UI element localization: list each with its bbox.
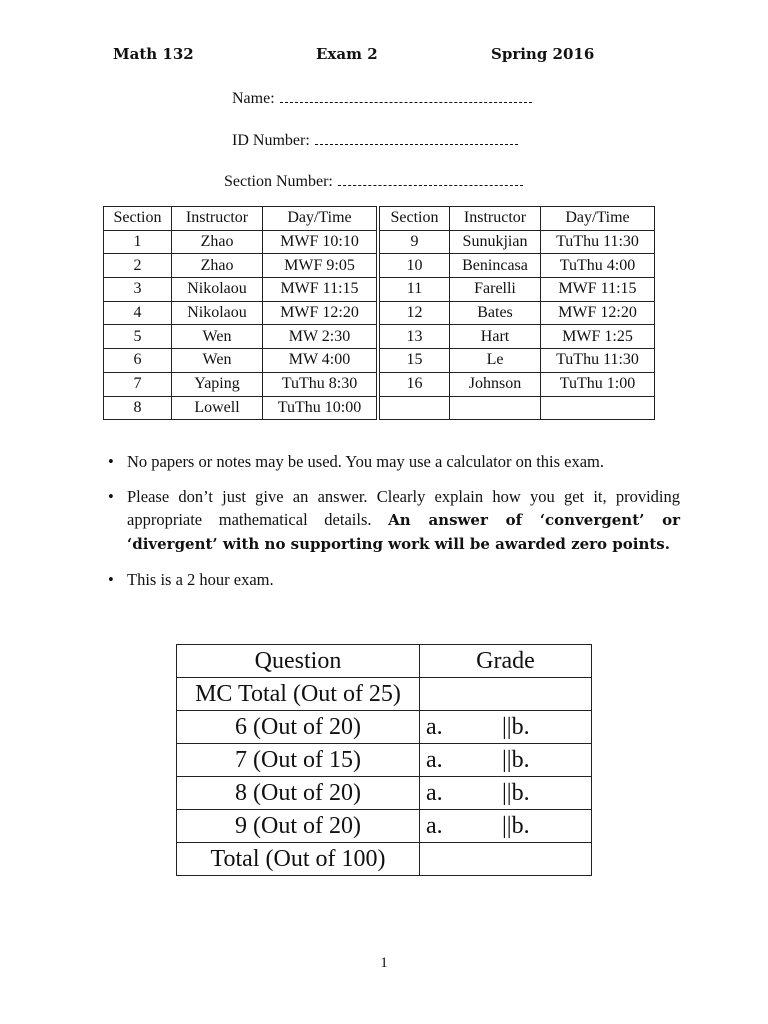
- instructor-cell: Wen: [172, 349, 263, 373]
- section-cell: 10: [378, 254, 450, 278]
- page-number: 1: [380, 955, 388, 971]
- sections-header-row: [104, 207, 655, 231]
- sections-table: [103, 206, 655, 420]
- day-time-cell: TuThu 10:00: [263, 396, 379, 420]
- section-cell: 11: [378, 278, 450, 302]
- id-number-field[interactable]: [232, 132, 518, 150]
- grade-cell[interactable]: [420, 744, 592, 777]
- day-time-cell: TuThu 1:00: [541, 372, 655, 396]
- day-time-cell: MW 2:30: [263, 325, 379, 349]
- table-row: [104, 301, 655, 325]
- instructor-cell: Nikolaou: [172, 278, 263, 302]
- instructor-cell: Benincasa: [450, 254, 541, 278]
- instructor-cell: Johnson: [450, 372, 541, 396]
- list-item: [108, 568, 680, 591]
- instructor-cell: Sunukjian: [450, 230, 541, 254]
- section-cell: 13: [378, 325, 450, 349]
- question-cell: MC Total (Out of 25): [177, 678, 420, 711]
- section-number-field[interactable]: [224, 173, 523, 191]
- table-row: [177, 678, 592, 711]
- header-section: Section: [378, 207, 450, 231]
- instructor-cell: [450, 396, 541, 420]
- instruction-text: No papers or notes may be used. You may use a calculator on this exam.: [127, 452, 605, 471]
- instructor-cell: Yaping: [172, 372, 263, 396]
- section-cell: 3: [104, 278, 172, 302]
- instructor-cell: Le: [450, 349, 541, 373]
- section-cell: 16: [378, 372, 450, 396]
- day-time-cell: MWF 12:20: [263, 301, 379, 325]
- grade-cell[interactable]: [420, 711, 592, 744]
- grade-part-b: ||b.: [502, 812, 530, 839]
- section-cell: 8: [104, 396, 172, 420]
- section-cell: 7: [104, 372, 172, 396]
- grade-table: [176, 644, 592, 876]
- term-label: Spring 2016: [491, 45, 595, 63]
- table-row: [177, 843, 592, 876]
- instruction-text: Please don’t just give an answer. Clearly explain how you get it, providing appropriate mathematical details.: [127, 487, 680, 529]
- day-time-cell: MWF 10:10: [263, 230, 379, 254]
- section-cell: 1: [104, 230, 172, 254]
- instructor-cell: Bates: [450, 301, 541, 325]
- course-title: Math 132: [113, 45, 194, 63]
- section-cell: 12: [378, 301, 450, 325]
- grade-cell[interactable]: [420, 777, 592, 810]
- list-item: [108, 450, 680, 473]
- instructor-cell: Wen: [172, 325, 263, 349]
- section-cell: 4: [104, 301, 172, 325]
- table-row: [177, 777, 592, 810]
- id-number-blank[interactable]: [315, 144, 518, 145]
- exam-title: Exam 2: [316, 45, 378, 63]
- table-row: [104, 230, 655, 254]
- day-time-cell: MWF 9:05: [263, 254, 379, 278]
- header-day-time: Day/Time: [263, 207, 379, 231]
- instructor-cell: Hart: [450, 325, 541, 349]
- table-row: [104, 372, 655, 396]
- day-time-cell: TuThu 4:00: [541, 254, 655, 278]
- instruction-text: This is a 2 hour exam.: [127, 570, 274, 589]
- table-row: [104, 396, 655, 420]
- table-row: [104, 325, 655, 349]
- instructor-cell: Zhao: [172, 230, 263, 254]
- header-instructor: Instructor: [172, 207, 263, 231]
- section-number-label: Section Number:: [224, 173, 333, 190]
- header-section: Section: [104, 207, 172, 231]
- question-cell: 6 (Out of 20): [177, 711, 420, 744]
- day-time-cell: MW 4:00: [263, 349, 379, 373]
- grade-cell[interactable]: [420, 843, 592, 876]
- grade-part-b: ||b.: [502, 746, 530, 773]
- list-item: [108, 485, 680, 556]
- header-instructor: Instructor: [450, 207, 541, 231]
- day-time-cell: [541, 396, 655, 420]
- table-row: [177, 711, 592, 744]
- grade-part-a: a.: [426, 779, 443, 806]
- table-row: [177, 744, 592, 777]
- table-row: [104, 278, 655, 302]
- instruction-bold-text: An answer of ‘convergent’ or ‘divergent’ with no supporting work will be awarded zero points.: [127, 511, 680, 553]
- section-number-blank[interactable]: [338, 185, 523, 186]
- day-time-cell: MWF 12:20: [541, 301, 655, 325]
- section-cell: [378, 396, 450, 420]
- day-time-cell: MWF 1:25: [541, 325, 655, 349]
- name-label: Name:: [232, 90, 275, 107]
- grade-part-a: a.: [426, 746, 443, 773]
- grade-part-a: a.: [426, 713, 443, 740]
- header-day-time: Day/Time: [541, 207, 655, 231]
- table-row: [104, 254, 655, 278]
- table-row: [104, 349, 655, 373]
- header-grade: Grade: [420, 645, 592, 678]
- grade-header-row: [177, 645, 592, 678]
- grade-cell[interactable]: [420, 678, 592, 711]
- table-row: [177, 810, 592, 843]
- instructor-cell: Zhao: [172, 254, 263, 278]
- day-time-cell: TuThu 8:30: [263, 372, 379, 396]
- bullet-icon: •: [108, 570, 114, 589]
- question-cell: 9 (Out of 20): [177, 810, 420, 843]
- section-cell: 9: [378, 230, 450, 254]
- grade-cell[interactable]: [420, 810, 592, 843]
- section-cell: 6: [104, 349, 172, 373]
- grade-part-a: a.: [426, 812, 443, 839]
- instructor-cell: Lowell: [172, 396, 263, 420]
- instructor-cell: Nikolaou: [172, 301, 263, 325]
- question-cell: 7 (Out of 15): [177, 744, 420, 777]
- grade-part-b: ||b.: [502, 713, 530, 740]
- id-number-label: ID Number:: [232, 132, 310, 149]
- bullet-icon: •: [108, 487, 114, 506]
- name-blank[interactable]: [280, 102, 532, 103]
- name-field[interactable]: [232, 90, 532, 108]
- section-cell: 5: [104, 325, 172, 349]
- instructions-list: [108, 450, 680, 603]
- day-time-cell: MWF 11:15: [263, 278, 379, 302]
- day-time-cell: MWF 11:15: [541, 278, 655, 302]
- question-cell: Total (Out of 100): [177, 843, 420, 876]
- day-time-cell: TuThu 11:30: [541, 230, 655, 254]
- bullet-icon: •: [108, 452, 114, 471]
- instructor-cell: Farelli: [450, 278, 541, 302]
- day-time-cell: TuThu 11:30: [541, 349, 655, 373]
- header-question: Question: [177, 645, 420, 678]
- question-cell: 8 (Out of 20): [177, 777, 420, 810]
- grade-part-b: ||b.: [502, 779, 530, 806]
- section-cell: 2: [104, 254, 172, 278]
- section-cell: 15: [378, 349, 450, 373]
